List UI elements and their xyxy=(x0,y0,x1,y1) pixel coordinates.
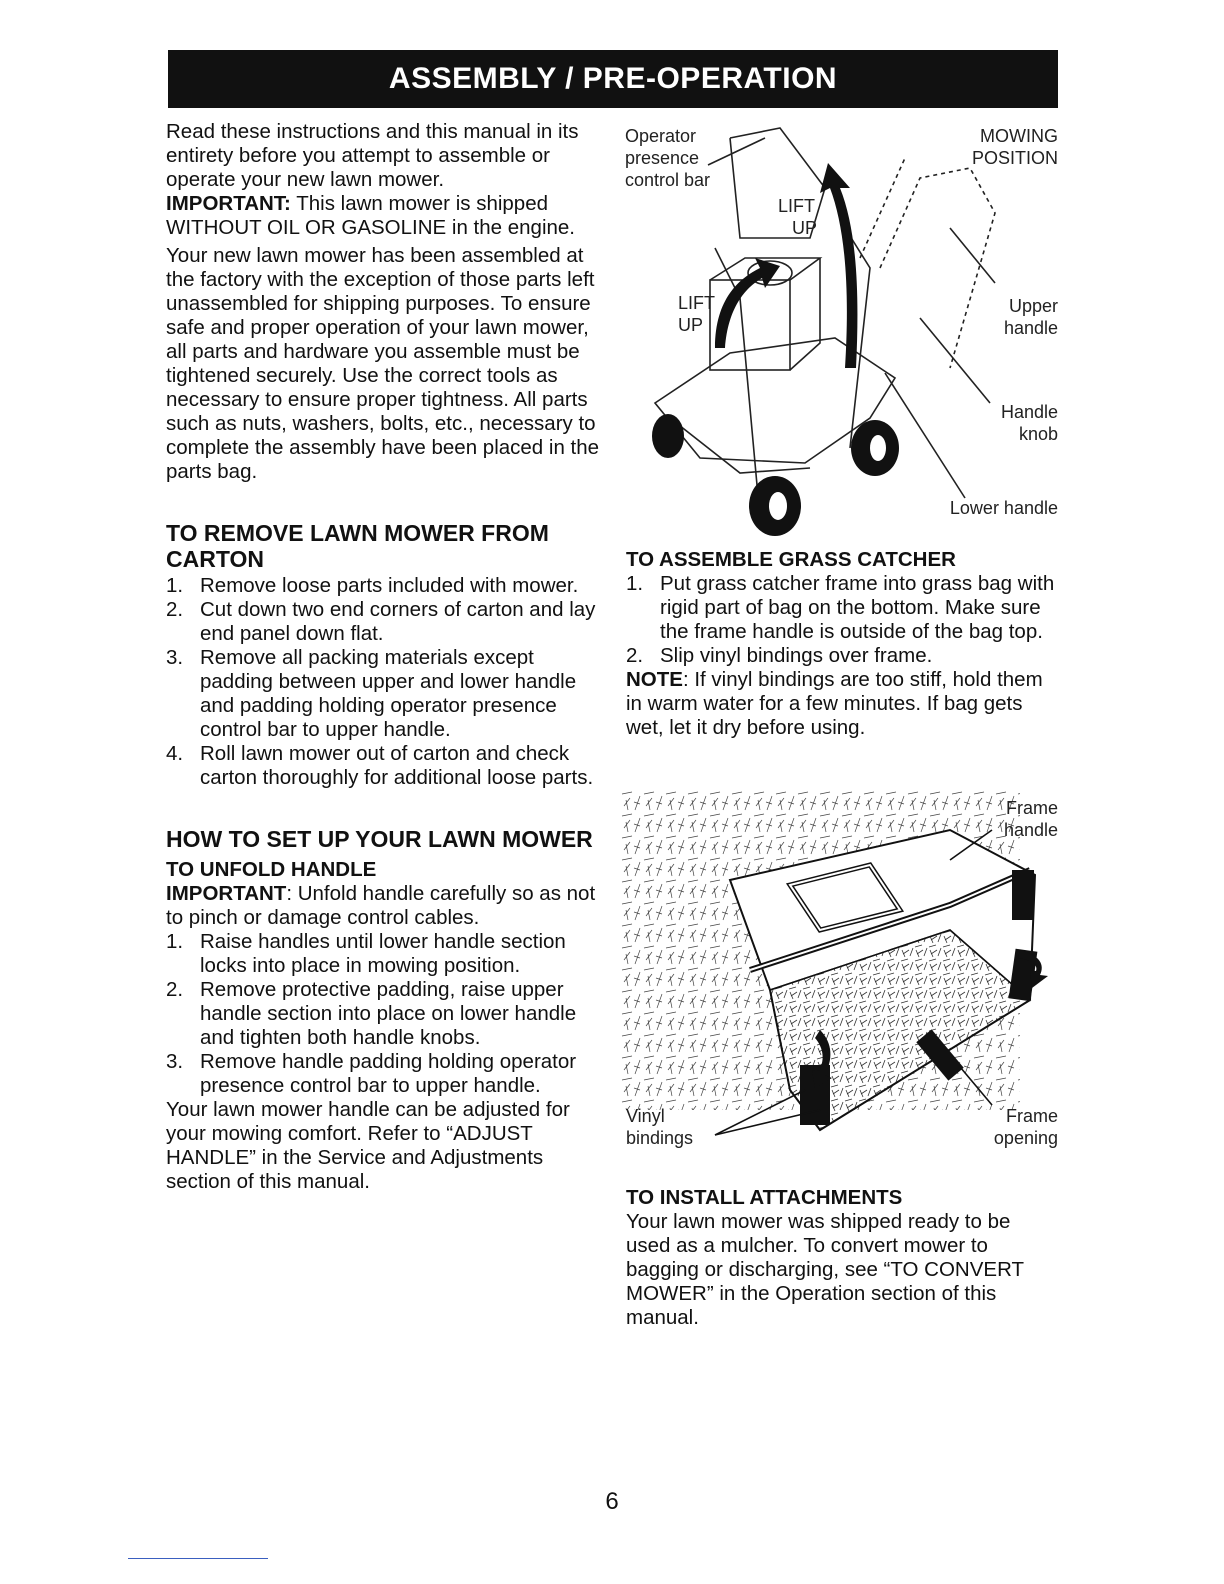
unfold-subheading: TO UNFOLD HANDLE xyxy=(166,858,377,881)
lift-label-2b: UP xyxy=(678,315,704,335)
upper-label-1: Upper xyxy=(1008,296,1058,316)
intro-paragraph: Read these instructions and this manual in its entirety before you attempt to assemble or operate your new lawn mower. xyxy=(166,120,579,191)
catcher-section xyxy=(626,548,1058,740)
mowing-label-2: POSITION xyxy=(971,148,1058,168)
catcher-note: NOTE: If vinyl bindings are too stiff, hold them in warm water for a few minutes. If bag gets wet, let it dry before using. xyxy=(626,668,1043,739)
list-item: 3. Remove handle padding holding operator presence control bar to upper handle. xyxy=(166,1050,577,1097)
footer-divider xyxy=(128,1558,268,1559)
list-item: 2. Slip vinyl bindings over frame. xyxy=(626,644,933,667)
catcher-heading: TO ASSEMBLE GRASS CATCHER xyxy=(626,548,956,571)
attachments-heading: TO INSTALL ATTACHMENTS xyxy=(626,1186,903,1209)
important-note xyxy=(166,192,602,240)
assembly-paragraph: Your new lawn mower has been assembled at the factory with the exception of those parts left unassembled for shipping purposes. To ensure safe and proper operation of your lawn mower, all parts and hardware you assemble must be tightened securely. Use the correct tools as necessary to ensure proper tightness. All parts such as nuts, washers, bolts, etc., necessary to complete the assembly have been placed in the parts bag. xyxy=(166,244,600,483)
lift-label-2a: LIFT xyxy=(678,293,716,313)
unfold-important: IMPORTANT: Unfold handle carefully so as not to pinch or damage control cables. xyxy=(166,882,596,929)
page-number: 6 xyxy=(605,1488,619,1515)
remove-steps xyxy=(166,574,602,790)
mowing-label-1: MOWING xyxy=(980,126,1058,146)
setup-heading: HOW TO SET UP YOUR LAWN MOWER xyxy=(166,826,593,852)
unfold-steps xyxy=(166,930,602,1098)
frame-opening-label-2: opening xyxy=(993,1128,1058,1148)
lift-label-1a: LIFT xyxy=(778,196,816,216)
list-item: 2. Remove protective padding, raise upper handle section into place on lower handle and tighten both handle knobs. xyxy=(166,978,577,1049)
banner-title: ASSEMBLY / PRE-OPERATION xyxy=(388,62,838,95)
list-item: 1. Put grass catcher frame into grass bag with rigid part of bag on the bottom. Make sure the frame handle is outside of the bag top. xyxy=(626,572,1055,643)
list-item: 2. Cut down two end corners of carton and lay end panel down flat. xyxy=(166,598,596,645)
mower-handle-figure xyxy=(620,118,1060,538)
catcher-steps xyxy=(626,572,1058,668)
grass-catcher-illustration xyxy=(620,790,1060,1160)
list-item: 1. Raise handles until lower handle section locks into place in mowing position. xyxy=(166,930,566,977)
list-item: 3. Remove all packing materials except padding between upper and lower handle and padding holding operator presence control bar to upper handle. xyxy=(166,646,577,741)
handle-adjust-paragraph: Your lawn mower handle can be adjusted for your mowing comfort. Refer to “ADJUST HANDLE” in the Service and Adjustments section of this manual. xyxy=(166,1098,570,1193)
lower-handle-label: Lower handle xyxy=(949,498,1058,518)
grass-catcher-figure xyxy=(620,790,1060,1160)
left-column xyxy=(166,120,602,1194)
vinyl-label-2: bindings xyxy=(626,1128,694,1148)
operator-label-2: presence xyxy=(625,148,700,168)
knob-label-2: knob xyxy=(1018,424,1058,444)
frame-opening-label-1: Frame xyxy=(1005,1106,1058,1126)
frame-handle-label-1: Frame xyxy=(1005,798,1058,818)
important-label: IMPORTANT: xyxy=(166,192,291,215)
frame-handle-label-2: handle xyxy=(1003,820,1058,840)
operator-label-3: control bar xyxy=(625,170,711,190)
vinyl-label-1: Vinyl xyxy=(626,1106,665,1126)
attachments-paragraph: Your lawn mower was shipped ready to be used as a mulcher. To convert mower to bagging or discharging, see “TO CONVERT MOWER” in the Operation section of this manual. xyxy=(626,1210,1024,1329)
operator-label-1: Operator xyxy=(625,126,697,146)
section-banner xyxy=(168,50,1058,108)
lift-label-1b: UP xyxy=(792,218,818,238)
important-text: This lawn mower is shipped WITHOUT OIL OR GASOLINE in the engine. xyxy=(166,192,575,239)
upper-label-2: handle xyxy=(1003,318,1058,338)
list-item: 1. Remove loose parts included with mower. xyxy=(166,574,579,597)
attachments-section xyxy=(626,1186,1058,1330)
remove-heading: TO REMOVE LAWN MOWER FROM CARTON xyxy=(166,520,549,572)
list-item: 4. Roll lawn mower out of carton and check carton thoroughly for additional loose parts. xyxy=(166,742,594,789)
knob-label-1: Handle xyxy=(1000,402,1058,422)
